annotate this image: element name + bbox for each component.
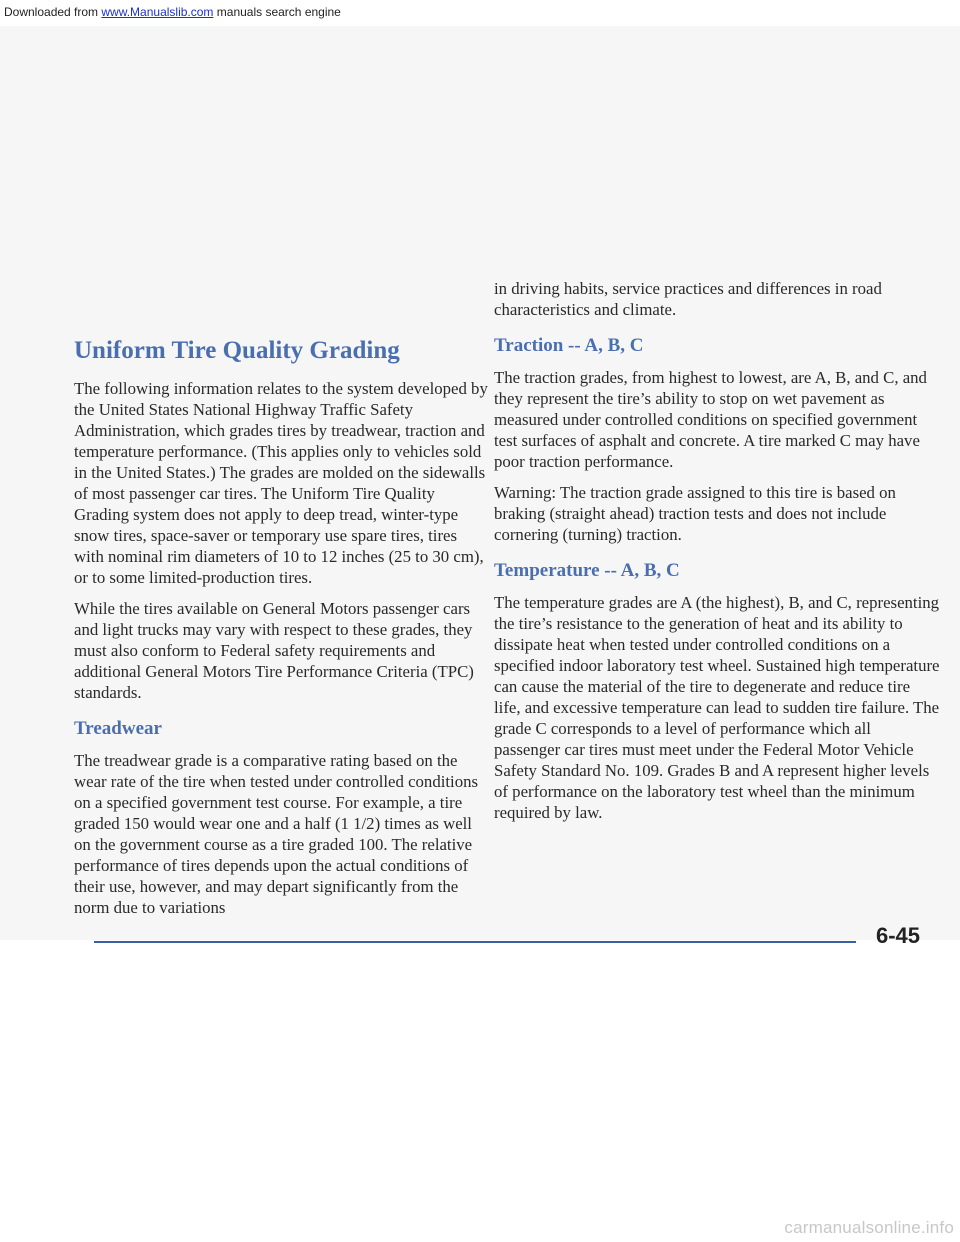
banner-suffix: manuals search engine	[213, 5, 341, 19]
continuation-paragraph: in driving habits, service practices and differences in road characteristics and climate.	[494, 279, 882, 319]
left-column	[74, 336, 488, 928]
treadwear-paragraph: The treadwear grade is a comparative rating based on the wear rate of the tire when tested under controlled conditions on a specified government test course. For example, a tire graded 150 would wear one and a half (1 1/2) times as well on the government course as a tire graded 100. The relative performance of tires depends upon the actual conditions of their use, however, and may depart significantly from the norm due to variations	[74, 751, 479, 917]
temperature-heading: Temperature -- A, B, C	[494, 560, 680, 581]
right-column	[494, 279, 940, 833]
manual-page	[0, 26, 960, 948]
warning-paragraph: Warning: The traction grade assigned to this tire is based on braking (straight ahead) traction tests and does not include cornering (turning) traction.	[494, 483, 896, 544]
traction-paragraph: The traction grades, from highest to lowest, are A, B, and C, and they represent the tire’s ability to stop on wet pavement as measured under controlled conditions on specified government test surfaces of asphalt and concrete. A tire marked C may have poor traction performance.	[494, 368, 927, 471]
traction-heading: Traction -- A, B, C	[494, 335, 644, 356]
footer-rule	[94, 941, 856, 943]
download-banner	[0, 0, 960, 26]
intro-paragraph: The following information relates to the system developed by the United States National Highway Traffic Safety Administration, which grades tires by treadwear, traction and temperature performance. (This applies only to vehicles sold in the United States.) The grades are molded on the sidewalls of most passenger car tires. The Uniform Tire Quality Grading system does not apply to deep tread, winter-type snow tires, space-saver or temporary use spare tires, tires with nominal rim diameters of 10 to 12 inches (25 to 30 cm), or to some limited-production tires.	[74, 379, 488, 587]
watermark: carmanualsonline.info	[784, 1218, 954, 1237]
page-number: 6-45	[876, 923, 921, 948]
banner-prefix: Downloaded from	[4, 5, 102, 19]
gm-paragraph: While the tires available on General Motors passenger cars and light trucks may vary with respect to these grades, they must also conform to Federal safety requirements and additional General Motors Tire Performance Criteria (TPC) standards.	[74, 599, 474, 702]
treadwear-heading: Treadwear	[74, 718, 162, 739]
page-title: Uniform Tire Quality Grading	[74, 337, 400, 364]
temperature-paragraph: The temperature grades are A (the highest), B, and C, representing the tire’s resistance to the generation of heat and its ability to dissipate heat when tested under controlled conditions on a specified indoor laboratory test wheel. Sustained high temperature can cause the material of the tire to degenerate and reduce tire life, and excessive temperature can lead to sudden tire failure. The grade C corresponds to a level of performance which all passenger car tires must meet under the Federal Motor Vehicle Safety Standard No. 109. Grades B and A represent higher levels of performance on the laboratory test wheel than the minimum required by law.	[494, 593, 940, 822]
manualslib-link[interactable]: www.Manualslib.com	[101, 5, 214, 19]
